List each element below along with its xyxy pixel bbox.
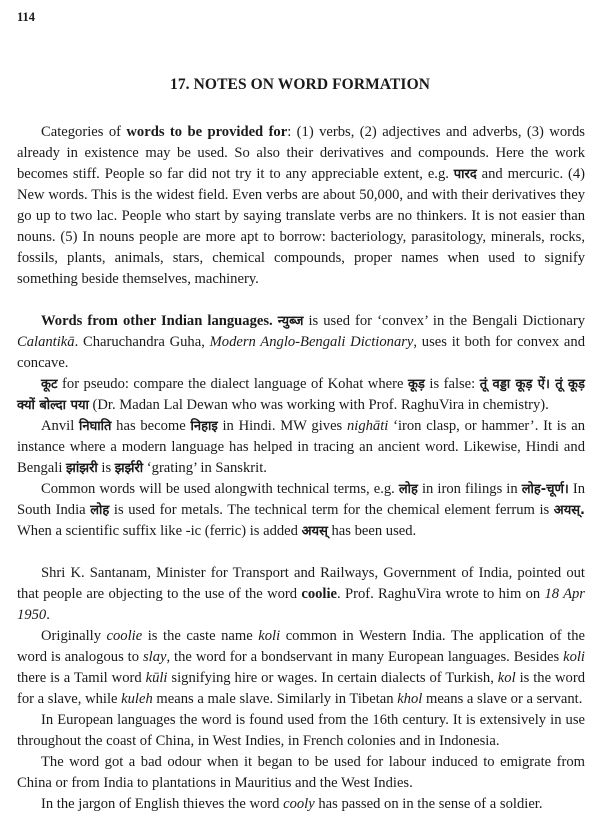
- bold-text: Words from other Indian languages.: [41, 313, 273, 329]
- devanagari-term: तूं वड्डा कूड़ ऐं। तूं कूड़ क्यों बोल्दा पया: [17, 377, 585, 413]
- text-run: has become: [111, 418, 191, 434]
- italic-text: kuleh: [121, 691, 153, 707]
- devanagari-term: न्युब्ज: [277, 314, 304, 329]
- devanagari-term: झर्झरी: [114, 461, 144, 476]
- text-run: Anvil: [41, 418, 79, 434]
- text-run: Shri K. Santanam, Minister for Transport and Railways, Government of India, pointed out that people are objecting to the use of the word: [17, 565, 585, 602]
- devanagari-term: निहाइ: [190, 419, 218, 434]
- bold-text: coolie: [301, 586, 338, 602]
- devanagari-term: झांझरी: [66, 461, 98, 476]
- text-run: in iron filings in: [417, 481, 522, 497]
- text-run: : (1) verbs, (2) adjectives and adverbs, (3) words already in existence may be used. So also their derivatives and compounds. Here the work becomes stiff. People so far did not try it to any appreciable extent, e.g.: [17, 124, 585, 182]
- text-run: is false:: [424, 376, 480, 392]
- italic-text: koli: [563, 649, 585, 665]
- bold-text: words to be provided for: [126, 124, 288, 140]
- text-run: .: [46, 607, 50, 623]
- text-run: for pseudo: compare the dialect language of Kohat where: [57, 376, 408, 392]
- paragraph-p3: [17, 374, 585, 416]
- text-run: is the word for a slave, while: [17, 670, 585, 707]
- text-run: means a male slave. Similarly in Tibetan: [152, 691, 398, 707]
- italic-text: coolie: [106, 628, 143, 644]
- text-run: , the word for a bondservant in many European languages. Besides: [166, 649, 564, 665]
- paragraph-p8: [17, 710, 585, 752]
- text-run: is: [97, 460, 115, 476]
- paragraph-p6: [17, 563, 585, 626]
- text-run: Originally: [41, 628, 107, 644]
- text-run: When a scientific suffix like -ic (ferric) is added: [17, 523, 302, 539]
- text-run: In the jargon of English thieves the word: [41, 796, 284, 812]
- italic-text: kūli: [145, 670, 168, 686]
- paragraph-p5: [17, 479, 585, 542]
- paragraph-p10: [17, 794, 585, 815]
- text-run: (Dr. Madan Lal Dewan who was working with Prof. RaghuVira in chemistry).: [88, 397, 549, 413]
- text-run: The word got a bad odour when it began to be used for labour induced to emigrate from China or from India to plantations in Mauritius and the West Indies.: [17, 754, 585, 791]
- text-run: , uses it both for convex and concave.: [17, 334, 586, 371]
- text-run: . Prof. RaghuVira wrote to him on: [337, 586, 545, 602]
- devanagari-term: अयस्: [301, 524, 328, 539]
- text-run: there is a Tamil word: [17, 670, 146, 686]
- paragraph-p9: [17, 752, 585, 794]
- italic-text: Modern Anglo-Bengali Dictionary: [209, 334, 414, 350]
- text-run: is the caste name: [142, 628, 259, 644]
- text-run: ‘iron clasp, or hammer’. It is an instance where a modern language has helped in tracing an ancient word. Likewise, Hindi and Bengali: [17, 418, 585, 476]
- page-number: 114: [17, 10, 36, 24]
- text-run: has been used.: [327, 523, 417, 539]
- devanagari-term: कूड़: [407, 377, 425, 392]
- text-run: has passed on in the sense of a soldier.: [314, 796, 543, 812]
- italic-text: khol: [397, 691, 423, 707]
- devanagari-term: पारद: [453, 167, 477, 182]
- italic-text: kol: [497, 670, 516, 686]
- text-run: signifying hire or wages. In certain dialects of Turkish,: [167, 670, 498, 686]
- text-run: Common words will be used alongwith technical terms, e.g.: [41, 481, 399, 497]
- text-run: ‘grating’ in Sanskrit.: [143, 460, 267, 476]
- paragraph-p7: [17, 626, 585, 710]
- italic-text: cooly: [283, 796, 315, 812]
- devanagari-term: अयस्.: [553, 503, 585, 518]
- paragraph-p4: [17, 416, 585, 479]
- chapter-title: 17. NOTES ON WORD FORMATION: [169, 76, 431, 93]
- devanagari-term: लोह: [90, 503, 110, 518]
- text-run: . Charuchandra Guha,: [74, 334, 210, 350]
- text-run: In European languages the word is found used from the 16th century. It is extensively in use throughout the coast of China, in West Indies, in French colonies and in Indonesia.: [17, 712, 585, 749]
- paragraph-p2: [17, 311, 585, 374]
- text-run: is used for ‘convex’ in the Bengali Dictionary: [303, 313, 585, 329]
- italic-text: 18 Apr 1950: [17, 586, 585, 623]
- paragraph-p1: [17, 122, 585, 290]
- italic-text: Calantikā: [17, 334, 75, 350]
- devanagari-term: लोह: [398, 482, 418, 497]
- text-run: is used for metals. The technical term for the chemical element ferrum is: [109, 502, 554, 518]
- italic-text: nighāti: [346, 418, 389, 434]
- italic-text: koli: [258, 628, 281, 644]
- text-run: in Hindi. MW gives: [217, 418, 347, 434]
- text-run: Categories of: [41, 124, 127, 140]
- text-run: In South India: [17, 481, 585, 518]
- italic-text: slay: [142, 649, 167, 665]
- text-run: and mercuric. (4) New words. This is the widest field. Even verbs are about 50,000, and with their derivatives they go up to two lac. People who start by saying translate verbs are no thinkers. It is not easier than nouns. (5) In nouns people are more apt to borrow: bacteriology, parasitology, minerals, rocks, fossils, plants, animals, stars, chemical compounds, proper names when used to signify something beside themselves, machinery.: [17, 166, 585, 287]
- devanagari-term: निघाति: [79, 419, 112, 434]
- devanagari-term: कूट: [41, 377, 58, 392]
- text-run: means a slave or a servant.: [422, 691, 583, 707]
- devanagari-term: लोह-चूर्ण।: [521, 482, 569, 497]
- body-text: [17, 122, 585, 815]
- text-run: common in Western India. The application of the word is analogous to: [17, 628, 585, 665]
